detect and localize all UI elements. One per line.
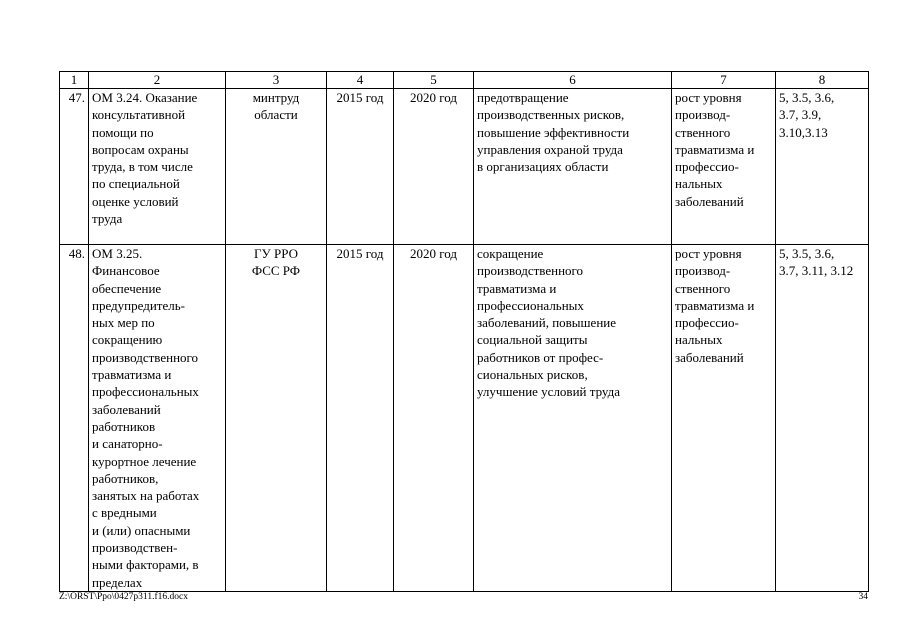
header-cell-7: 7 [672, 72, 776, 89]
end-year-cell: 2020 год [394, 245, 474, 592]
measure-cell: ОМ 3.24. Оказание консультативной помощи по вопросам охраны труда, в том числе по специальной оценке условий труда [89, 89, 226, 245]
table-header-row [60, 72, 869, 89]
result-cell: предотвращение производственных рисков, повышение эффективности управления охраной труда в организациях области [474, 89, 672, 245]
header-cell-5: 5 [394, 72, 474, 89]
indicator-cell: рост уровня производ- ственного травматизма и профессио- нальных заболеваний [672, 245, 776, 592]
header-cell-6: 6 [474, 72, 672, 89]
executor-cell: ГУ РРО ФСС РФ [226, 245, 327, 592]
indicator-cell: рост уровня производ- ственного травматизма и профессио- нальных заболеваний [672, 89, 776, 245]
measures-table [59, 71, 869, 592]
links-cell: 5, 3.5, 3.6, 3.7, 3.11, 3.12 [776, 245, 869, 592]
table-row [60, 89, 869, 245]
page-number: 34 [858, 592, 868, 602]
row-number: 48. [60, 245, 89, 592]
header-cell-1: 1 [60, 72, 89, 89]
measure-cell: ОМ 3.25. Финансовое обеспечение предупредитель- ных мер по сокращению производственного травматизма и профессиональных заболеваний работников и санаторно- курортное лечение работников, занятых на работах с вредными и (или) опасными производствен- ными факторами, в пределах [89, 245, 226, 592]
row-number: 47. [60, 89, 89, 245]
header-cell-4: 4 [327, 72, 394, 89]
start-year-cell: 2015 год [327, 89, 394, 245]
header-cell-8: 8 [776, 72, 869, 89]
executor-cell: минтруд области [226, 89, 327, 245]
header-cell-3: 3 [226, 72, 327, 89]
start-year-cell: 2015 год [327, 245, 394, 592]
footer-file-path: Z:\ORST\Ppo\0427p311.f16.docx [59, 592, 188, 602]
header-cell-2: 2 [89, 72, 226, 89]
end-year-cell: 2020 год [394, 89, 474, 245]
table-row [60, 245, 869, 592]
result-cell: сокращение производственного травматизма и профессиональных заболеваний, повышение социальной защиты работников от профес- сиональных рисков, улучшение условий труда [474, 245, 672, 592]
links-cell: 5, 3.5, 3.6, 3.7, 3.9, 3.10,3.13 [776, 89, 869, 245]
